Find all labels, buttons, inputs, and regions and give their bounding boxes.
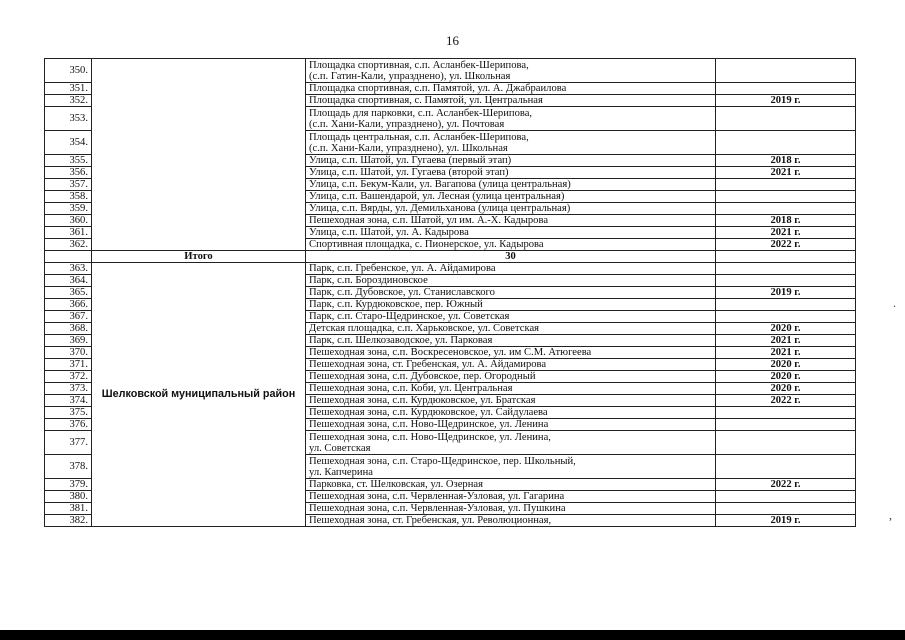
completion-year <box>716 131 856 155</box>
total-row <box>45 251 856 263</box>
table-row <box>45 59 856 83</box>
completion-year: 2018 г. <box>716 155 856 167</box>
object-name: Улица, с.п. Шатой, ул. А. Кадырова <box>306 227 716 239</box>
row-number: 350. <box>45 59 92 83</box>
completion-year: 2019 г. <box>716 287 856 299</box>
total-count: 30 <box>306 251 716 263</box>
object-name: Парковка, ст. Шелковская, ул. Озерная <box>306 479 716 491</box>
row-number: 358. <box>45 191 92 203</box>
row-number: 373. <box>45 383 92 395</box>
completion-year <box>716 455 856 479</box>
completion-year <box>716 431 856 455</box>
completion-year <box>716 419 856 431</box>
completion-year: 2022 г. <box>716 395 856 407</box>
object-name: Улица, с.п. Вярды, ул. Демильханова (улица центральная) <box>306 203 716 215</box>
object-name: Парк, с.п. Бороздиновское <box>306 275 716 287</box>
completion-year <box>716 263 856 275</box>
object-name: Площадка спортивная, с.п. Асланбек-Шерипова, (с.п. Гатин-Кали, упразднено), ул. Школьная <box>306 59 716 83</box>
row-number: 378. <box>45 455 92 479</box>
row-number: 353. <box>45 107 92 131</box>
scan-edge <box>0 630 905 640</box>
row-number: 360. <box>45 215 92 227</box>
object-name: Парк, с.п. Шелкозаводское, ул. Парковая <box>306 335 716 347</box>
object-name: Парк, с.п. Старо-Щедринское, ул. Советская <box>306 311 716 323</box>
object-name: Пешеходная зона, ст. Гребенская, ул. А. Айдамирова <box>306 359 716 371</box>
object-name: Пешеходная зона, с.п. Курдюковское, ул. Сайдулаева <box>306 407 716 419</box>
row-number: 365. <box>45 287 92 299</box>
object-name: Улица, с.п. Шатой, ул. Гугаева (первый этап) <box>306 155 716 167</box>
completion-year: 2020 г. <box>716 383 856 395</box>
object-name: Пешеходная зона, с.п. Дубовское, пер. Огородный <box>306 371 716 383</box>
row-number: 375. <box>45 407 92 419</box>
completion-year <box>716 203 856 215</box>
completion-year <box>716 191 856 203</box>
object-name: Пешеходная зона, с.п. Ново-Щедринское, ул. Ленина <box>306 419 716 431</box>
row-number: 374. <box>45 395 92 407</box>
margin-mark: , <box>889 508 892 522</box>
object-name: Площадь центральная, с.п. Асланбек-Шерипова, (с.п. Хани-Кали, упразднено), ул. Школьная <box>306 131 716 155</box>
row-number: 382. <box>45 515 92 527</box>
row-number: 366. <box>45 299 92 311</box>
object-name: Улица, с.п. Шатой, ул. Гугаева (второй этап) <box>306 167 716 179</box>
completion-year <box>716 83 856 95</box>
total-label: Итого <box>92 251 306 263</box>
district-cell <box>92 59 306 251</box>
row-number: 369. <box>45 335 92 347</box>
completion-year <box>716 311 856 323</box>
object-name: Пешеходная зона, ст. Гребенская, ул. Революционная, <box>306 515 716 527</box>
district-name: Шелковской муниципальный район <box>92 263 306 527</box>
margin-mark: . <box>893 296 896 310</box>
completion-year <box>716 107 856 131</box>
completion-year: 2022 г. <box>716 239 856 251</box>
row-number: 372. <box>45 371 92 383</box>
row-number: 367. <box>45 311 92 323</box>
completion-year: 2021 г. <box>716 347 856 359</box>
object-name: Парк, с.п. Дубовское, ул. Станиславского <box>306 287 716 299</box>
completion-year: 2020 г. <box>716 371 856 383</box>
row-number: 357. <box>45 179 92 191</box>
completion-year: 2021 г. <box>716 227 856 239</box>
object-name: Улица, с.п. Бекум-Кали, ул. Вагапова (улица центральная) <box>306 179 716 191</box>
completion-year <box>716 503 856 515</box>
row-number: 359. <box>45 203 92 215</box>
row-number: 371. <box>45 359 92 371</box>
object-name: Площадь для парковки, с.п. Асланбек-Шерипова, (с.п. Хани-Кали, упразднено), ул. Почтовая <box>306 107 716 131</box>
completion-year: 2022 г. <box>716 479 856 491</box>
completion-year: 2021 г. <box>716 335 856 347</box>
total-year-cell <box>716 251 856 263</box>
completion-year: 2019 г. <box>716 95 856 107</box>
object-name: Спортивная площадка, с. Пионерское, ул. Кадырова <box>306 239 716 251</box>
row-number: 370. <box>45 347 92 359</box>
completion-year <box>716 407 856 419</box>
registry-table <box>44 58 856 527</box>
object-name: Пешеходная зона, с.п. Шатой, ул им. А.-Х. Кадырова <box>306 215 716 227</box>
object-name: Улица, с.п. Вашендарой, ул. Лесная (улица центральная) <box>306 191 716 203</box>
object-name: Пешеходная зона, с.п. Курдюковское, ул. Братская <box>306 395 716 407</box>
row-number: 362. <box>45 239 92 251</box>
object-name: Пешеходная зона, с.п. Червленная-Узловая, ул. Пушкина <box>306 503 716 515</box>
row-number: 355. <box>45 155 92 167</box>
row-number: 363. <box>45 263 92 275</box>
object-name: Парк, с.п. Гребенское, ул. А. Айдамирова <box>306 263 716 275</box>
row-number: 376. <box>45 419 92 431</box>
row-number: 368. <box>45 323 92 335</box>
completion-year <box>716 179 856 191</box>
row-number: 356. <box>45 167 92 179</box>
completion-year: 2019 г. <box>716 515 856 527</box>
object-name: Площадка спортивная, с.п. Памятой, ул. А. Джабраилова <box>306 83 716 95</box>
object-name: Площадка спортивная, с. Памятой, ул. Центральная <box>306 95 716 107</box>
completion-year: 2020 г. <box>716 323 856 335</box>
row-number: 381. <box>45 503 92 515</box>
total-num-cell <box>45 251 92 263</box>
row-number: 364. <box>45 275 92 287</box>
completion-year: 2018 г. <box>716 215 856 227</box>
completion-year: 2020 г. <box>716 359 856 371</box>
row-number: 361. <box>45 227 92 239</box>
page-number: 16 <box>446 33 459 48</box>
table-row <box>45 263 856 275</box>
completion-year <box>716 491 856 503</box>
row-number: 377. <box>45 431 92 455</box>
row-number: 351. <box>45 83 92 95</box>
row-number: 380. <box>45 491 92 503</box>
object-name: Детская площадка, с.п. Харьковское, ул. Советская <box>306 323 716 335</box>
object-name: Пешеходная зона, с.п. Ново-Щедринское, ул. Ленина, ул. Советская <box>306 431 716 455</box>
completion-year: 2021 г. <box>716 167 856 179</box>
object-name: Пешеходная зона, с.п. Воскресеновское, ул. им С.М. Атюгеева <box>306 347 716 359</box>
completion-year <box>716 275 856 287</box>
row-number: 352. <box>45 95 92 107</box>
object-name: Парк, с.п. Курдюковское, пер. Южный <box>306 299 716 311</box>
row-number: 379. <box>45 479 92 491</box>
completion-year <box>716 299 856 311</box>
row-number: 354. <box>45 131 92 155</box>
object-name: Пешеходная зона, с.п. Червленная-Узловая, ул. Гагарина <box>306 491 716 503</box>
object-name: Пешеходная зона, с.п. Старо-Щедринское, пер. Школьный, ул. Капчерина <box>306 455 716 479</box>
object-name: Пешеходная зона, с.п. Коби, ул. Центральная <box>306 383 716 395</box>
completion-year <box>716 59 856 83</box>
